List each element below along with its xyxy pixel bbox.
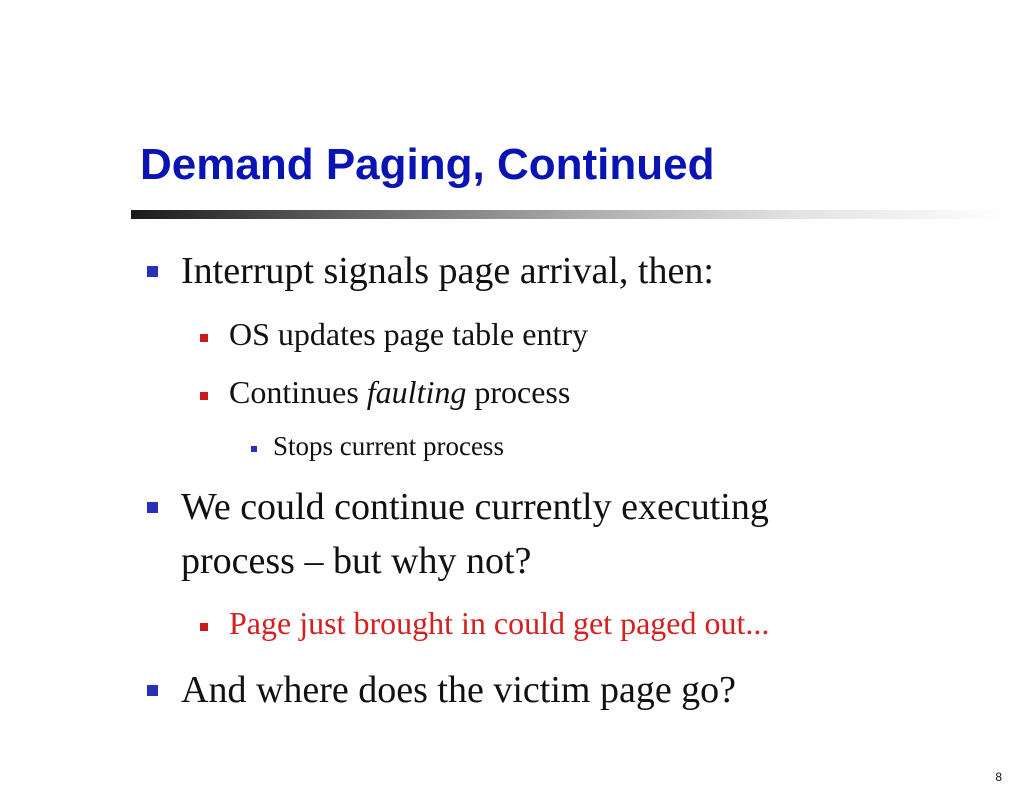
bullet-level1-line1: We could continue currently executing <box>181 486 769 528</box>
bullet-marker-level1 <box>147 266 158 277</box>
bullet-marker-level1 <box>147 685 158 696</box>
bullet-level1: Interrupt signals page arrival, then: <box>181 250 714 292</box>
bullet-text-post: process <box>466 374 571 410</box>
bullet-marker-level2 <box>200 392 208 400</box>
bullet-marker-level3 <box>251 446 257 452</box>
title-underline <box>131 210 1011 219</box>
bullet-text-pre: Continues <box>229 374 367 410</box>
emphasized-word: faulting <box>366 374 467 410</box>
slide-title: Demand Paging, Continued <box>140 140 715 189</box>
bullet-level2 <box>229 371 570 413</box>
bullet-level1-line2: process – but why not? <box>181 540 532 582</box>
bullet-marker-level2 <box>200 334 208 342</box>
bullet-level1: And where does the victim page go? <box>181 669 737 711</box>
bullet-level3: Stops current process <box>273 431 504 461</box>
bullet-level2: OS updates page table entry <box>229 316 588 352</box>
bullet-level2-highlight: Page just brought in could get paged out... <box>229 605 770 641</box>
bullet-marker-level2 <box>200 623 208 631</box>
slide-number: 8 <box>995 770 1002 784</box>
bullet-marker-level1 <box>147 502 158 513</box>
